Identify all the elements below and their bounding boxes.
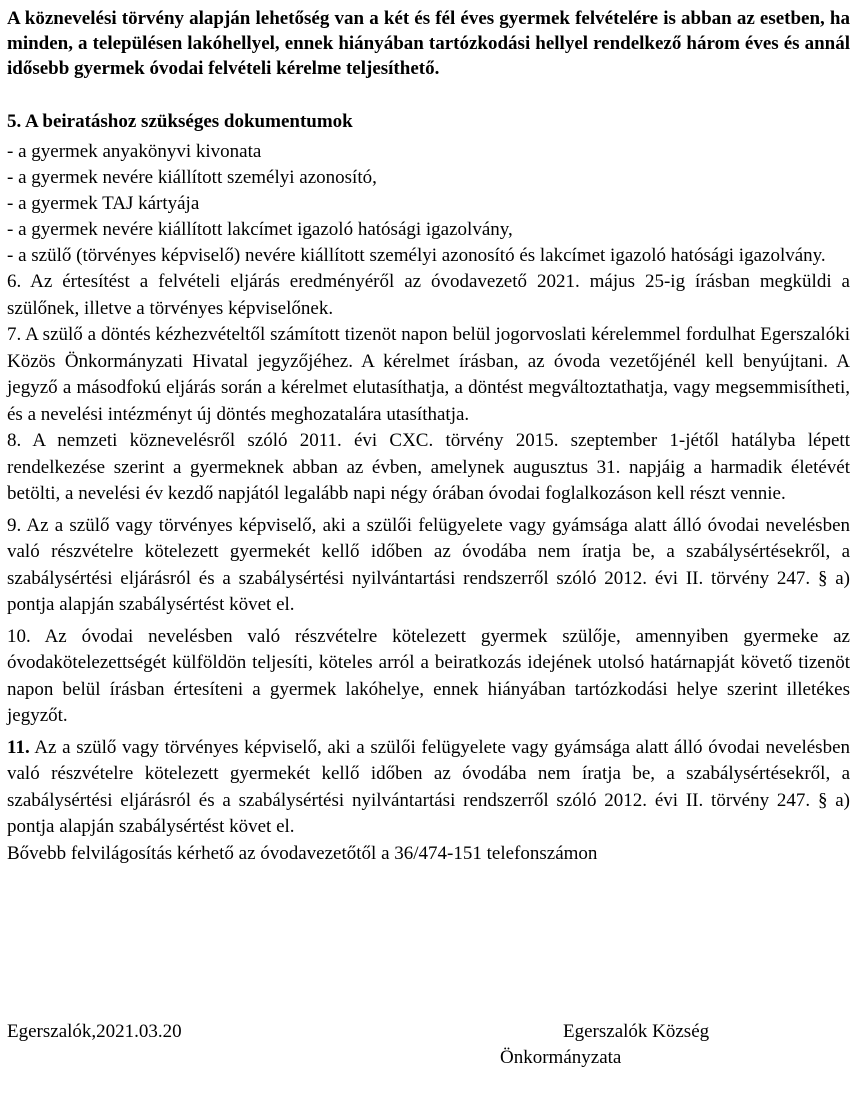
paragraph-7: 7. A szülő a döntés kézhezvételtől számított tizenöt napon belül jogorvoslati kérelemmel fordulhat Egerszalóki Közös Önkormányzati Hivatal jegyzőjéhez. A kérelmet írásban, az óvoda vezetőjénél kell benyújtani. A jegyző a másodfokú eljárás során a kérelmet elutasíthatja, a döntést megváltoztathatja, vagy megsemmisítheti, és a nevelési intézményt új döntés meghozatalára utasíthatja. <box>7 324 850 425</box>
paragraph-11 <box>7 735 850 841</box>
paragraph-10: 10. Az óvodai nevelésben való részvételre kötelezett gyermek szülője, amennyiben gyermeke az óvodakötelezettségét külföldön teljesíti, köteles arról a beiratkozás idejének utolsó határnapját követő tizenöt napon belül írásban értesíteni a gyermek lakóhelye, ennek hiányában tartózkodási helye szerint illetékes jegyzőt. <box>7 625 850 726</box>
signature-line-1: Egerszalók Község <box>563 1021 710 1042</box>
intro-paragraph: A köznevelési törvény alapján lehetőség van a két és fél éves gyermek felvételére is abban az esetben, ha minden, a településen lakóhellyel, ennek hiányában tartózkodási hellyel rendelkező három éves és annál idősebb gyermek óvodai felvételi kérelme teljesíthető. <box>7 8 850 79</box>
paragraph-11-number: 11. <box>7 736 30 758</box>
place-and-date: Egerszalók,2021.03.20 <box>7 1021 182 1042</box>
list-item: - a szülő (törvényes képviselő) nevére kiállított személyi azonosító és lakcímet igazoló hatósági igazolvány. <box>7 245 826 266</box>
document-body <box>7 6 850 867</box>
paragraph-9: 9. Az a szülő vagy törvényes képviselő, aki a szülői felügyelete vagy gyámsága alatt álló óvodai nevelésben való részvételre kötelezett gyermekét kellő időben az óvodába nem íratja be, a szabálysértésekről, a szabálysértési eljárásról és a szabálysértési nyilvántartási rendszerről szóló 2012. évi II. törvény 247. § a) pontja alapján szabálysértést követ el. <box>7 514 850 615</box>
paragraph-8: 8. A nemzeti köznevelésről szóló 2011. évi CXC. törvény 2015. szeptember 1-jétől hatályba lépett rendelkezése szerint a gyermeknek abban az évben, amelynek augusztus 31. napjáig a harmadik életévét betölti, a nevelési év kezdő napjától legalább napi négy órában óvodai foglalkozáson kell részt vennie. <box>7 430 850 504</box>
required-documents-list <box>7 139 850 269</box>
signature-line-2: Önkormányzata <box>500 1047 622 1068</box>
list-item: - a gyermek nevére kiállított lakcímet igazoló hatósági igazolvány, <box>7 219 513 240</box>
list-item: - a gyermek nevére kiállított személyi azonosító, <box>7 167 377 188</box>
section-5-heading: 5. A beiratáshoz szükséges dokumentumok <box>7 111 353 132</box>
contact-info: Bővebb felvilágosítás kérhető az óvodavezetőtől a 36/474-151 telefonszámon <box>7 842 598 864</box>
signature-block <box>500 1019 800 1071</box>
paragraph-11-text: Az a szülő vagy törvényes képviselő, aki a szülői felügyelete vagy gyámsága alatt álló óvodai nevelésben való részvételre kötelezett gyermekét kellő időben az óvodába nem íratja be, a szabálysértésekről, a szabálysértési eljárásról és a szabálysértési nyilvántartási rendszerről szóló 2012. évi II. törvény 247. § a) pontja alapján szabálysértést követ el. <box>7 736 850 837</box>
paragraph-6: 6. Az értesítést a felvételi eljárás eredményéről az óvodavezető 2021. május 25-ig írásban megküldi a szülőnek, illetve a törvényes képviselőnek. <box>7 271 850 319</box>
list-item: - a gyermek anyakönyvi kivonata <box>7 141 262 162</box>
list-item: - a gyermek TAJ kártyája <box>7 193 200 214</box>
